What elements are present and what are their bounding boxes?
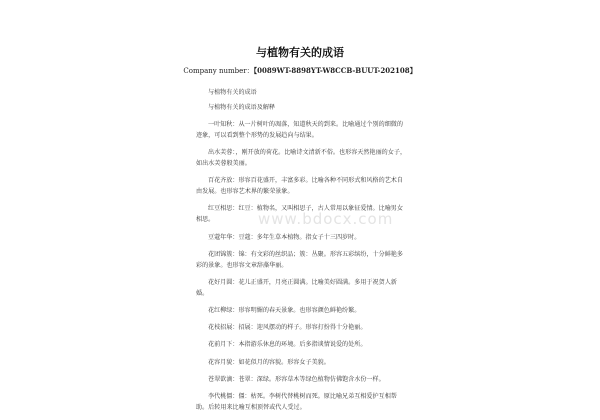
paragraph: 出水芙蓉：，刚开放的荷花。比喻诗文清新不俗。也形容天然艳丽的女子，如出水芙蓉般美丽。 bbox=[196, 149, 407, 168]
company-label: Company number： bbox=[183, 67, 254, 75]
document-body bbox=[196, 88, 408, 420]
paragraph: 花团锦簇：锦：有文彩的丝织品；簇：丛聚。形容五彩缤纷，十分鲜艳多彩的景象。也形容文章辞藻华丽。 bbox=[196, 250, 403, 269]
paragraph: 百花齐放：形容百花盛开，丰富多彩。比喻各种不同形式和风格的艺术自由发展。也形容艺术界的繁荣景象。 bbox=[196, 177, 403, 196]
paragraph: 花前月下：本指游乐休息的环境。后多指谈情说爱的处所。 bbox=[208, 341, 367, 349]
paragraph: 花容月貌：如花似月的容貌。形容女子美貌。 bbox=[208, 358, 330, 366]
paragraph: 花枝招展：招展：迎风摆动的样子。形容打扮得十分艳丽。 bbox=[208, 324, 367, 332]
company-number: 【0089WT-8898YT-W8CCB-BUUT-202108】 bbox=[253, 66, 417, 75]
paragraph: 与植物有关的成语及解释 bbox=[208, 103, 276, 111]
company-number-line bbox=[0, 66, 600, 76]
paragraph: 李代桃僵：僵：枯死。李树代替桃树而死。原比喻兄弟互相爱护互相帮助。后转用来比喻互相顶替或代人受过。 bbox=[196, 392, 397, 411]
paragraph: 红豆相思：红豆：植物名，又叫相思子，古人常用以象征爱情。比喻男女相思。 bbox=[196, 205, 403, 224]
watermark: www.bdocx.com bbox=[258, 210, 394, 228]
paragraph: 花好月圆：花儿正盛开，月亮正圆满。比喻美好圆满。多用于祝贺人新婚。 bbox=[196, 278, 397, 297]
paragraph: 花红柳绿：形容明媚的春天景象。也形容颜色鲜艳纷繁。 bbox=[208, 306, 361, 314]
paragraph: 豆蔻年华：豆蔻：多年生草本植物。指女子十三四岁时。 bbox=[208, 233, 361, 241]
paragraph: 与植物有关的成语 bbox=[208, 89, 257, 96]
document-title: 与植物有关的成语 bbox=[256, 46, 344, 59]
paragraph: 一叶知秋：从一片树叶的凋落，知道秋天的到来。比喻通过个别的细微的迹象，可以看到整个形势的发展趋向与结果。 bbox=[196, 121, 403, 140]
paragraph: 苍翠欲滴：苍翠：深绿。形容草木等绿色植物仿佛饱含水份一样。 bbox=[208, 375, 385, 383]
